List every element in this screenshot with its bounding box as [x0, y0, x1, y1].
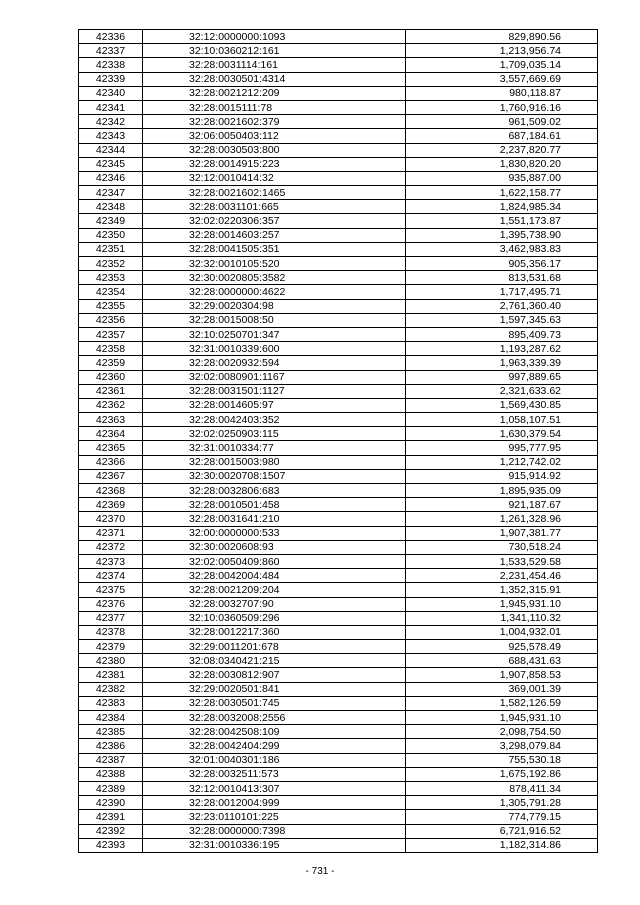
table-row: [79, 540, 598, 554]
row-number-cell: 42346: [79, 171, 143, 185]
value-cell: 1,760,916.16: [406, 100, 598, 114]
table-row: [79, 498, 598, 512]
row-number-cell: 42369: [79, 498, 143, 512]
row-number-cell: 42362: [79, 398, 143, 412]
cadastral-number-cell: 32:02:0250903:115: [143, 427, 406, 441]
value-cell: 1,004,932.01: [406, 625, 598, 639]
value-cell: 688,431.63: [406, 654, 598, 668]
value-cell: 3,557,669.69: [406, 72, 598, 86]
row-number-cell: 42389: [79, 781, 143, 795]
table-row: [79, 200, 598, 214]
cadastral-number-cell: 32:31:0010334:77: [143, 441, 406, 455]
table-row: [79, 796, 598, 810]
value-cell: 961,509.02: [406, 115, 598, 129]
cadastral-number-cell: 32:28:0014603:257: [143, 228, 406, 242]
row-number-cell: 42378: [79, 625, 143, 639]
value-cell: 829,890.56: [406, 30, 598, 44]
value-cell: 1,830,820.20: [406, 157, 598, 171]
row-number-cell: 42392: [79, 824, 143, 838]
value-cell: 1,193,287.62: [406, 342, 598, 356]
value-cell: 921,187.67: [406, 498, 598, 512]
cadastral-number-cell: 32:31:0010339:600: [143, 342, 406, 356]
cadastral-number-cell: 32:28:0015003:980: [143, 455, 406, 469]
cadastral-number-cell: 32:28:0012004:999: [143, 796, 406, 810]
value-cell: 730,518.24: [406, 540, 598, 554]
value-cell: 995,777.95: [406, 441, 598, 455]
table-row: [79, 810, 598, 824]
row-number-cell: 42388: [79, 767, 143, 781]
table-row: [79, 668, 598, 682]
row-number-cell: 42364: [79, 427, 143, 441]
value-cell: 980,118.87: [406, 86, 598, 100]
row-number-cell: 42375: [79, 583, 143, 597]
value-cell: 1,945,931.10: [406, 597, 598, 611]
cadastral-number-cell: 32:00:0000000:533: [143, 526, 406, 540]
row-number-cell: 42359: [79, 356, 143, 370]
table-row: [79, 413, 598, 427]
row-number-cell: 42382: [79, 682, 143, 696]
value-cell: 1,058,107.51: [406, 413, 598, 427]
table-row: [79, 640, 598, 654]
table-row: [79, 115, 598, 129]
cadastral-number-cell: 32:06:0050403:112: [143, 129, 406, 143]
value-cell: 6,721,916.52: [406, 824, 598, 838]
value-cell: 1,945,931.10: [406, 711, 598, 725]
row-number-cell: 42390: [79, 796, 143, 810]
row-number-cell: 42376: [79, 597, 143, 611]
value-cell: 2,098,754.50: [406, 725, 598, 739]
cadastral-number-cell: 32:28:0015008:50: [143, 313, 406, 327]
cadastral-number-cell: 32:30:0020708:1507: [143, 469, 406, 483]
value-cell: 1,182,314.86: [406, 838, 598, 852]
row-number-cell: 42356: [79, 313, 143, 327]
cadastral-number-cell: 32:29:0020501:841: [143, 682, 406, 696]
row-number-cell: 42353: [79, 271, 143, 285]
table-row: [79, 753, 598, 767]
row-number-cell: 42341: [79, 100, 143, 114]
row-number-cell: 42367: [79, 469, 143, 483]
cadastral-number-cell: 32:28:0014605:97: [143, 398, 406, 412]
row-number-cell: 42336: [79, 30, 143, 44]
cadastral-number-cell: 32:28:0032008:2556: [143, 711, 406, 725]
value-cell: 1,582,126.59: [406, 696, 598, 710]
table-row: [79, 285, 598, 299]
cadastral-number-cell: 32:28:0021602:379: [143, 115, 406, 129]
cadastral-number-cell: 32:08:0340421:215: [143, 654, 406, 668]
table-row: [79, 171, 598, 185]
row-number-cell: 42365: [79, 441, 143, 455]
value-cell: 774,779.15: [406, 810, 598, 824]
cadastral-number-cell: 32:01:0040301:186: [143, 753, 406, 767]
row-number-cell: 42374: [79, 569, 143, 583]
table-row: [79, 228, 598, 242]
cadastral-number-cell: 32:28:0042404:299: [143, 739, 406, 753]
value-cell: 1,551,173.87: [406, 214, 598, 228]
cadastral-number-cell: 32:12:0010413:307: [143, 781, 406, 795]
value-cell: 755,530.18: [406, 753, 598, 767]
cadastral-number-cell: 32:02:0050409:860: [143, 554, 406, 568]
table-row: [79, 157, 598, 171]
table-row: [79, 427, 598, 441]
table-row: [79, 398, 598, 412]
row-number-cell: 42340: [79, 86, 143, 100]
row-number-cell: 42342: [79, 115, 143, 129]
cadastral-number-cell: 32:28:0032707:90: [143, 597, 406, 611]
cadastral-number-cell: 32:12:0010414:32: [143, 171, 406, 185]
table-row: [79, 512, 598, 526]
value-cell: 1,824,985.34: [406, 200, 598, 214]
cadastral-number-cell: 32:02:0220306:357: [143, 214, 406, 228]
row-number-cell: 42357: [79, 327, 143, 341]
table-row: [79, 143, 598, 157]
value-cell: 2,761,360.40: [406, 299, 598, 313]
value-cell: 1,395,738.90: [406, 228, 598, 242]
row-number-cell: 42372: [79, 540, 143, 554]
table-row: [79, 86, 598, 100]
value-cell: 1,212,742.02: [406, 455, 598, 469]
row-number-cell: 42350: [79, 228, 143, 242]
cadastral-number-cell: 32:28:0032511:573: [143, 767, 406, 781]
row-number-cell: 42366: [79, 455, 143, 469]
cadastral-number-cell: 32:28:0015111:78: [143, 100, 406, 114]
cadastral-number-cell: 32:30:0020608:93: [143, 540, 406, 554]
table-row: [79, 455, 598, 469]
cadastral-number-cell: 32:28:0021602:1465: [143, 186, 406, 200]
value-cell: 1,622,158.77: [406, 186, 598, 200]
value-cell: 1,213,956.74: [406, 44, 598, 58]
cadastral-number-cell: 32:28:0042508:109: [143, 725, 406, 739]
cadastral-number-cell: 32:31:0010336:195: [143, 838, 406, 852]
cadastral-number-cell: 32:30:0020805:3582: [143, 271, 406, 285]
row-number-cell: 42386: [79, 739, 143, 753]
table-row: [79, 342, 598, 356]
page-number: - 731 -: [305, 866, 335, 877]
row-number-cell: 42344: [79, 143, 143, 157]
table-row: [79, 356, 598, 370]
value-cell: 1,533,529.58: [406, 554, 598, 568]
table-row: [79, 370, 598, 384]
table-row: [79, 441, 598, 455]
cadastral-number-cell: 32:28:0021212:209: [143, 86, 406, 100]
table-row: [79, 313, 598, 327]
row-number-cell: 42351: [79, 242, 143, 256]
value-cell: 687,184.61: [406, 129, 598, 143]
cadastral-number-cell: 32:10:0360212:161: [143, 44, 406, 58]
table-row: [79, 242, 598, 256]
row-number-cell: 42354: [79, 285, 143, 299]
value-cell: 1,717,495.71: [406, 285, 598, 299]
value-cell: 3,298,079.84: [406, 739, 598, 753]
cadastral-number-cell: 32:29:0011201:678: [143, 640, 406, 654]
table-row: [79, 100, 598, 114]
table-row: [79, 625, 598, 639]
row-number-cell: 42337: [79, 44, 143, 58]
row-number-cell: 42338: [79, 58, 143, 72]
value-cell: 935,887.00: [406, 171, 598, 185]
value-cell: 1,709,035.14: [406, 58, 598, 72]
value-cell: 878,411.34: [406, 781, 598, 795]
table-row: [79, 469, 598, 483]
cadastral-number-cell: 32:28:0030501:745: [143, 696, 406, 710]
table-row: [79, 526, 598, 540]
row-number-cell: 42377: [79, 611, 143, 625]
table-row: [79, 44, 598, 58]
row-number-cell: 42347: [79, 186, 143, 200]
table-row: [79, 72, 598, 86]
table-row: [79, 781, 598, 795]
row-number-cell: 42358: [79, 342, 143, 356]
cadastral-number-cell: 32:10:0250701:347: [143, 327, 406, 341]
value-cell: 1,341,110.32: [406, 611, 598, 625]
table-row: [79, 484, 598, 498]
row-number-cell: 42370: [79, 512, 143, 526]
value-cell: 1,907,381.77: [406, 526, 598, 540]
cadastral-number-cell: 32:32:0010105:520: [143, 257, 406, 271]
value-cell: 925,578.49: [406, 640, 598, 654]
cadastral-number-cell: 32:28:0021209:204: [143, 583, 406, 597]
cadastral-number-cell: 32:28:0020932:594: [143, 356, 406, 370]
value-cell: 1,569,430.85: [406, 398, 598, 412]
cadastral-number-cell: 32:28:0030503:800: [143, 143, 406, 157]
table-row: [79, 554, 598, 568]
value-cell: 1,352,315.91: [406, 583, 598, 597]
row-number-cell: 42381: [79, 668, 143, 682]
row-number-cell: 42379: [79, 640, 143, 654]
table-row: [79, 711, 598, 725]
table-row: [79, 129, 598, 143]
value-cell: 997,889.65: [406, 370, 598, 384]
table-row: [79, 257, 598, 271]
row-number-cell: 42339: [79, 72, 143, 86]
table-body: [79, 30, 598, 853]
value-cell: 1,907,858.53: [406, 668, 598, 682]
cadastral-number-cell: 32:28:0010501:458: [143, 498, 406, 512]
cadastral-number-cell: 32:28:0041505:351: [143, 242, 406, 256]
row-number-cell: 42349: [79, 214, 143, 228]
row-number-cell: 42384: [79, 711, 143, 725]
cadastral-number-cell: 32:28:0042004:484: [143, 569, 406, 583]
table-row: [79, 583, 598, 597]
value-cell: 1,261,328.96: [406, 512, 598, 526]
value-cell: 1,305,791.28: [406, 796, 598, 810]
value-cell: 1,675,192.86: [406, 767, 598, 781]
row-number-cell: 42368: [79, 484, 143, 498]
row-number-cell: 42361: [79, 384, 143, 398]
value-cell: 3,462,983.83: [406, 242, 598, 256]
cadastral-number-cell: 32:28:0030812:907: [143, 668, 406, 682]
value-cell: 1,895,935.09: [406, 484, 598, 498]
cadastral-number-cell: 32:28:0000000:4622: [143, 285, 406, 299]
cadastral-number-cell: 32:28:0042403:352: [143, 413, 406, 427]
value-cell: 1,630,379.54: [406, 427, 598, 441]
value-cell: 1,597,345.63: [406, 313, 598, 327]
table-row: [79, 654, 598, 668]
cadastral-number-cell: 32:28:0031114:161: [143, 58, 406, 72]
table-row: [79, 569, 598, 583]
table-row: [79, 271, 598, 285]
table-row: [79, 214, 598, 228]
value-cell: 813,531.68: [406, 271, 598, 285]
table-row: [79, 597, 598, 611]
table-row: [79, 824, 598, 838]
row-number-cell: 42343: [79, 129, 143, 143]
cadastral-number-cell: 32:23:0110101:225: [143, 810, 406, 824]
row-number-cell: 42380: [79, 654, 143, 668]
table-row: [79, 682, 598, 696]
table-row: [79, 767, 598, 781]
cadastral-value-table: [78, 29, 598, 853]
cadastral-number-cell: 32:12:0000000:1093: [143, 30, 406, 44]
cadastral-number-cell: 32:28:0012217:360: [143, 625, 406, 639]
value-cell: 1,963,339.39: [406, 356, 598, 370]
row-number-cell: 42371: [79, 526, 143, 540]
row-number-cell: 42360: [79, 370, 143, 384]
row-number-cell: 42373: [79, 554, 143, 568]
table-row: [79, 611, 598, 625]
table-row: [79, 58, 598, 72]
cadastral-number-cell: 32:28:0032806:683: [143, 484, 406, 498]
row-number-cell: 42345: [79, 157, 143, 171]
cadastral-number-cell: 32:28:0000000:7398: [143, 824, 406, 838]
cadastral-number-cell: 32:02:0080901:1167: [143, 370, 406, 384]
cadastral-number-cell: 32:28:0031641:210: [143, 512, 406, 526]
table-row: [79, 838, 598, 852]
cadastral-number-cell: 32:28:0031501:1127: [143, 384, 406, 398]
table-row: [79, 696, 598, 710]
row-number-cell: 42363: [79, 413, 143, 427]
table-row: [79, 725, 598, 739]
table-row: [79, 186, 598, 200]
cadastral-number-cell: 32:29:0020304:98: [143, 299, 406, 313]
row-number-cell: 42385: [79, 725, 143, 739]
value-cell: 2,237,820.77: [406, 143, 598, 157]
row-number-cell: 42387: [79, 753, 143, 767]
table-row: [79, 739, 598, 753]
value-cell: 905,356.17: [406, 257, 598, 271]
row-number-cell: 42348: [79, 200, 143, 214]
row-number-cell: 42393: [79, 838, 143, 852]
value-cell: 915,914.92: [406, 469, 598, 483]
cadastral-number-cell: 32:28:0030501:4314: [143, 72, 406, 86]
value-cell: 2,231,454.46: [406, 569, 598, 583]
value-cell: 369,001.39: [406, 682, 598, 696]
row-number-cell: 42391: [79, 810, 143, 824]
cadastral-number-cell: 32:10:0360509:296: [143, 611, 406, 625]
table-row: [79, 30, 598, 44]
cadastral-number-cell: 32:28:0031101:665: [143, 200, 406, 214]
table-row: [79, 384, 598, 398]
table-row: [79, 299, 598, 313]
row-number-cell: 42383: [79, 696, 143, 710]
value-cell: 895,409.73: [406, 327, 598, 341]
row-number-cell: 42355: [79, 299, 143, 313]
table-row: [79, 327, 598, 341]
row-number-cell: 42352: [79, 257, 143, 271]
value-cell: 2,321,633.62: [406, 384, 598, 398]
cadastral-number-cell: 32:28:0014915:223: [143, 157, 406, 171]
